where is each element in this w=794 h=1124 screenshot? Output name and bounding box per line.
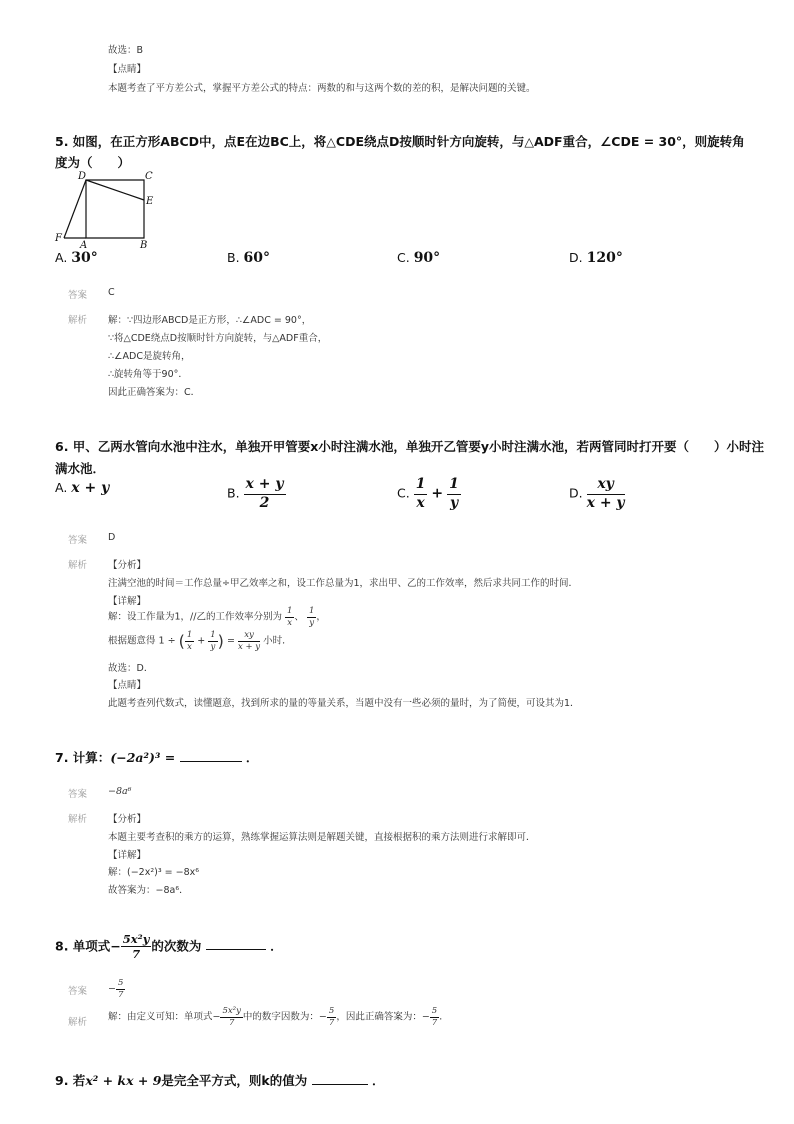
- q5-analysis-line5: 因此正确答案为：C．: [108, 387, 201, 398]
- q5-answer: C: [108, 287, 115, 298]
- q5-option-d[interactable]: D. 120°: [569, 250, 623, 266]
- q5-option-b[interactable]: B. 60°: [227, 250, 271, 266]
- q6-detail-result: 故选：D．: [108, 663, 154, 674]
- q7-stem: 7. 计算：(−2a²)³ = ．: [55, 750, 259, 765]
- prev-tag: 【点睛】: [108, 64, 147, 75]
- q6-option-d[interactable]: D. $\frac{xy}{x + y}$: [569, 476, 625, 511]
- q8-stem: 8. 单项式− $\frac{\text{5x²y}}{7}$ 的次数为 ．: [55, 932, 283, 962]
- q6-stem-line1: 6. 甲、乙两水管向水池中注水，单独开甲管要x小时注满水池，单独开乙管要y小时注满水池，若两管同时打开要（ ）小时注: [55, 439, 765, 454]
- segment-de: [86, 180, 144, 200]
- q6-analysis-label: 解析: [68, 560, 88, 571]
- q8-answer: − $\frac{5}{7}$: [108, 978, 124, 1000]
- q6-analysis-text: 注满空池的时间＝工作总量÷甲乙效率之和，设工作总量为1，求出甲、乙的工作效率，然后求共同工作的时间．: [108, 578, 579, 589]
- q5-option-c[interactable]: C. 90°: [397, 250, 441, 266]
- label-e: E: [146, 196, 154, 207]
- q7-tag-analysis: 【分析】: [108, 814, 147, 825]
- q6-stem-line2: 满水池．: [55, 461, 106, 476]
- q6-option-c[interactable]: C. $\frac{1}{x}$ + $\frac{1}{y}$: [397, 476, 459, 511]
- label-d: D: [78, 171, 87, 182]
- q6-option-b[interactable]: B. $\frac{x + y}{2}$: [227, 476, 284, 511]
- label-a: A: [80, 240, 88, 250]
- q7-answer-label: 答案: [68, 789, 88, 800]
- q7-detail-result: 故答案为：−8a⁶．: [108, 885, 189, 896]
- q9-stem: 9. 若x² + kx + 9是完全平方式，则k的值为 ．: [55, 1073, 385, 1088]
- q7-analysis-label: 解析: [68, 814, 88, 825]
- q5-answer-label: 答案: [68, 290, 88, 301]
- q7-analysis-text: 本题主要考查积的乘方的运算，熟练掌握运算法则是解题关键，直接根据积的乘方法则进行求解即可．: [108, 832, 536, 843]
- q6-answer-label: 答案: [68, 535, 88, 546]
- q7-answer: −8a⁶: [108, 786, 132, 797]
- prev-answer-line: 故选：B: [108, 45, 144, 56]
- label-c: C: [145, 171, 153, 182]
- q5-stem-line2: 度为（ ）: [55, 155, 131, 170]
- q6-detail-line2: 根据题意得 1 ÷ ( $\frac{1}{x}$ + $\frac{1}{y}$ ) = $\frac{xy}{x + y}$ 小时．: [108, 630, 292, 652]
- q6-tag-detail: 【详解】: [108, 596, 147, 607]
- q5-analysis-line2: ∵将△CDE绕点D按顺时针方向旋转，与△ADF重合，: [108, 333, 328, 344]
- q6-option-a[interactable]: A. x + y: [55, 480, 110, 496]
- q6-detail-line1: 解：设工作量为1，//乙的工作效率分别为 $\frac{1}{x}$ 、 $\frac{1}{y}$ ，: [108, 606, 326, 628]
- q7-tag-detail: 【详解】: [108, 850, 147, 861]
- square-abcd: [86, 180, 144, 238]
- q7-detail-line: 解：(−2x²)³ = −8x⁶: [108, 867, 200, 878]
- q5-analysis-line1: 解：∵四边形ABCD是正方形，∴∠ADC = 90°，: [108, 315, 312, 326]
- q5-stem-line1: 5. 如图，在正方形ABCD中，点E在边BC上，将△CDE绕点D按顺时针方向旋转，与△ADF重合，∠CDE = 30°，则旋转角: [55, 134, 745, 149]
- q5-square-figure: [52, 168, 162, 250]
- q6-comment: 此题考查列代数式，读懂题意，找到所求的量的等量关系，当题中没有一些必须的量时，为了简便，可设其为1．: [108, 698, 580, 709]
- prev-comment: 本题考查了平方差公式，掌握平方差公式的特点：两数的和与这两个数的差的积，是解决问题的关键。: [108, 83, 536, 94]
- q6-tag-analysis: 【分析】: [108, 560, 147, 571]
- q8-analysis-label: 解析: [68, 1017, 88, 1028]
- q5-option-a[interactable]: A. 30°: [55, 250, 98, 266]
- q8-answer-row: 答案: [68, 986, 88, 997]
- q8-analysis: 解：由定义可知：单项式− $\frac{\text{5x²y}}{7}$ 中的数字因数为：− $\frac{5}{7}$ ，因此正确答案为：− $\frac{5}{7}$ ．: [108, 1006, 449, 1028]
- label-f: F: [55, 233, 62, 244]
- q7-answer-blank[interactable]: [180, 761, 242, 762]
- q5-analysis-line4: ∴旋转角等于90°．: [108, 369, 188, 380]
- q6-answer: D: [108, 532, 116, 543]
- segment-df: [64, 180, 86, 238]
- q9-answer-blank[interactable]: [312, 1084, 368, 1085]
- q5-analysis-label: 解析: [68, 315, 88, 326]
- q6-tag-comment: 【点睛】: [108, 680, 147, 691]
- q8-answer-blank[interactable]: [206, 949, 266, 950]
- label-b: B: [140, 240, 148, 250]
- q5-analysis-line3: ∴∠ADC是旋转角，: [108, 351, 191, 362]
